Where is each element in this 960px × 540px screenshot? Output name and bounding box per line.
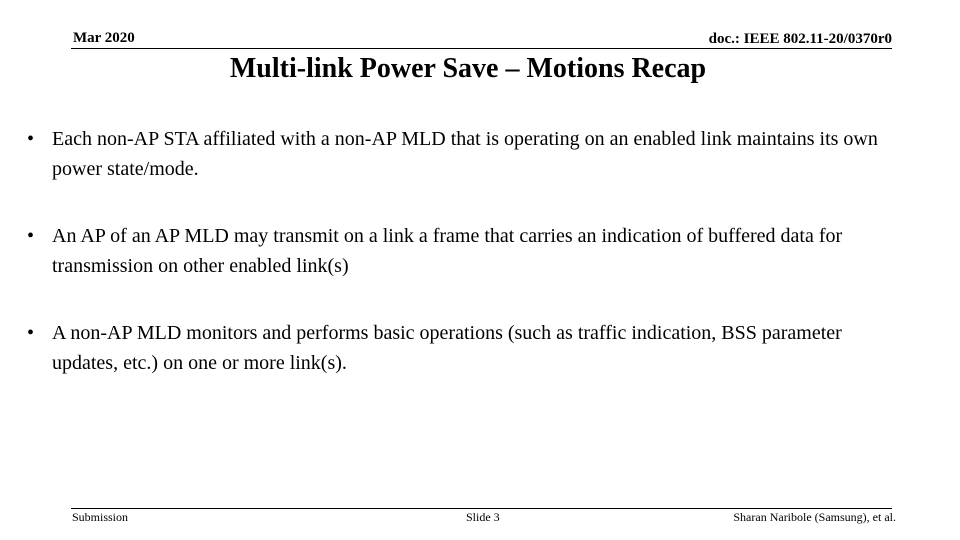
footer-divider xyxy=(71,508,892,509)
bullet-marker: • xyxy=(27,128,35,150)
bullet-item xyxy=(27,221,907,281)
header-document-id: doc.: IEEE 802.11-20/0370r0 xyxy=(708,31,892,47)
bullet-text: An AP of an AP MLD may transmit on a link a frame that carries an indication of buffered data for transmission on other enabled link(s) xyxy=(52,225,843,277)
bullet-item xyxy=(27,124,907,184)
bullet-text: A non-AP MLD monitors and performs basic operations (such as traffic indication, BSS parameter updates, etc.) on one or more link(s). xyxy=(52,322,842,374)
bullet-list xyxy=(27,124,907,415)
bullet-marker: • xyxy=(27,225,35,247)
footer-author: Sharan Naribole (Samsung), et al. xyxy=(733,510,896,524)
bullet-item xyxy=(27,318,907,378)
bullet-marker: • xyxy=(27,322,35,344)
bullet-text: Each non-AP STA affiliated with a non-AP MLD that is operating on an enabled link maintains its own power state/mode. xyxy=(52,128,878,180)
footer-slide-number: Slide 3 xyxy=(466,510,500,524)
header-date: Mar 2020 xyxy=(73,30,135,46)
header-divider xyxy=(71,48,892,49)
slide-title: Multi-link Power Save – Motions Recap xyxy=(229,53,707,84)
footer-submission: Submission xyxy=(72,510,129,524)
